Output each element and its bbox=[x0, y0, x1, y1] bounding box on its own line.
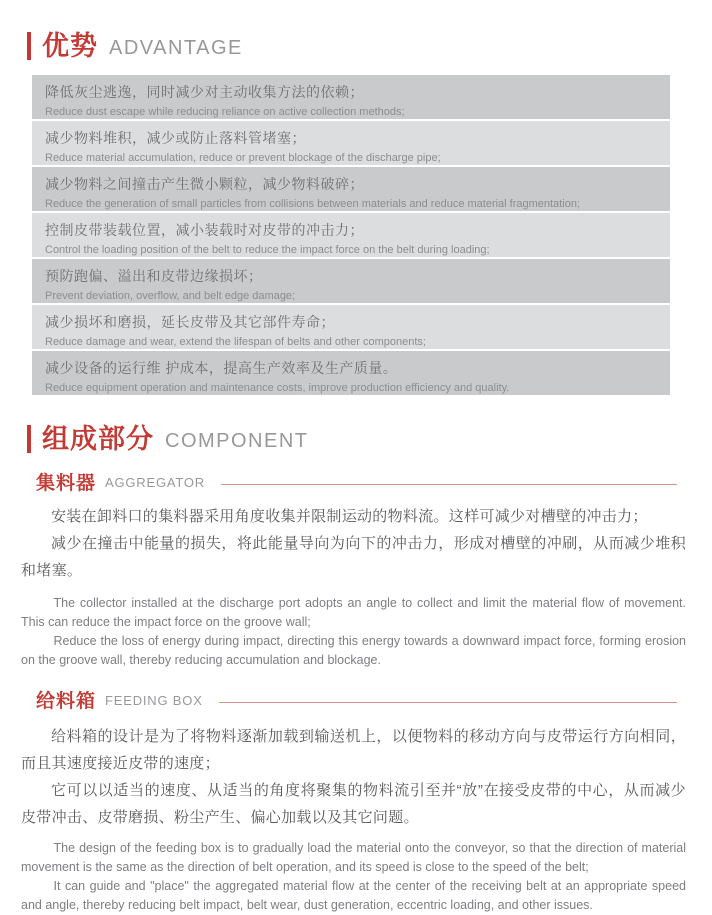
aggregator-title-cn: 集料器 bbox=[36, 472, 97, 494]
feeding-box-en-p2: It can guide and "place" the aggregated material flow at the center of the receiving belt at an appropriate speed and angle, thereby reducing belt impact, belt wear, dust generation, eccentric loading, and other issues. bbox=[21, 879, 686, 912]
advantage-title-cn: 优势 bbox=[42, 31, 98, 61]
red-accent-bar bbox=[27, 425, 31, 453]
aggregator-title-en: AGGREGATOR bbox=[105, 475, 205, 490]
advantage-item-2-cn: 减少物料堆积，减少或防止落料管堵塞； bbox=[45, 130, 306, 146]
advantage-item-6-en: Reduce damage and wear, extend the lifespan of belts and other components; bbox=[45, 336, 426, 348]
advantage-item-7 bbox=[32, 351, 670, 395]
red-divider-line bbox=[221, 484, 677, 485]
aggregator-en-p1: The collector installed at the discharge port adopts an angle to collect and limit the material flow of movement. This can reduce the impact force on the groove wall; bbox=[21, 596, 686, 629]
advantage-list bbox=[32, 75, 670, 395]
advantage-item-3-en: Reduce the generation of small particles from collisions between materials and reduce material fragmentation; bbox=[45, 198, 580, 210]
advantage-item-2-en: Reduce material accumulation, reduce or prevent blockage of the discharge pipe; bbox=[45, 152, 441, 164]
advantage-item-5-en: Prevent deviation, overflow, and belt edge damage; bbox=[45, 290, 296, 302]
advantage-item-4 bbox=[32, 213, 670, 257]
advantage-item-3-cn: 减少物料之间撞击产生微小颗粒，减少物料破碎； bbox=[45, 176, 364, 192]
advantage-item-5 bbox=[32, 259, 670, 303]
advantage-item-1 bbox=[32, 75, 670, 119]
feeding-box-cn-p1: 给料箱的设计是为了将物料逐渐加载到输送机上，以便物料的移动方向与皮带运行方向相同，而且其速度接近皮带的速度； bbox=[21, 728, 686, 772]
advantage-item-5-cn: 预防跑偏、溢出和皮带边缘损坏； bbox=[45, 268, 263, 284]
feeding-box-cn-paragraphs bbox=[21, 723, 686, 831]
advantage-section-header bbox=[27, 0, 682, 62]
advantage-item-2 bbox=[32, 121, 670, 165]
component-title-en: COMPONENT bbox=[165, 429, 309, 452]
advantage-item-4-cn: 控制皮带装载位置，减小装载时对皮带的冲击力； bbox=[45, 222, 364, 238]
advantage-item-1-cn: 降低灰尘逃逸，同时减少对主动收集方法的依赖； bbox=[45, 84, 364, 100]
advantage-item-4-en: Control the loading position of the belt to reduce the impact force on the belt during loading; bbox=[45, 244, 490, 256]
red-divider-line bbox=[219, 702, 677, 703]
aggregator-en-p2: Reduce the loss of energy during impact, directing this energy towards a downward impact force, forming erosion on the groove wall, thereby reducing accumulation and blockage. bbox=[21, 634, 686, 667]
advantage-item-1-en: Reduce dust escape while reducing reliance on active collection methods; bbox=[45, 106, 405, 118]
aggregator-cn-paragraphs bbox=[21, 503, 686, 584]
advantage-item-3 bbox=[32, 167, 670, 211]
component-section-header bbox=[27, 423, 682, 455]
feeding-box-title-cn: 给料箱 bbox=[36, 690, 97, 712]
advantage-item-6-cn: 减少损坏和磨损，延长皮带及其它部件寿命； bbox=[45, 314, 335, 330]
aggregator-cn-p1: 安装在卸料口的集料器采用角度收集并限制运动的物料流。这样可减少对槽壁的冲击力； bbox=[51, 508, 648, 525]
feeding-box-title-en: FEEDING BOX bbox=[105, 693, 203, 708]
red-accent-bar bbox=[27, 32, 31, 60]
advantage-item-6 bbox=[32, 305, 670, 349]
advantage-item-7-cn: 减少设备的运行维 护成本，提高生产效率及生产质量。 bbox=[45, 360, 398, 376]
advantage-title-en: ADVANTAGE bbox=[109, 36, 243, 59]
feeding-box-en-paragraphs bbox=[21, 839, 686, 915]
component-title-cn: 组成部分 bbox=[42, 424, 154, 454]
feeding-box-subheader bbox=[36, 687, 677, 711]
feeding-box-en-p1: The design of the feeding box is to gradually load the material onto the conveyor, so that the direction of material movement is the same as the direction of belt operation, and its speed is close to the speed of the belt; bbox=[21, 841, 686, 874]
aggregator-subheader bbox=[36, 469, 677, 493]
feeding-box-cn-p2: 它可以以适当的速度、从适当的角度将聚集的物料流引至并“放”在接受皮带的中心，从而减少皮带冲击、皮带磨损、粉尘产生、偏心加载以及其它问题。 bbox=[21, 782, 686, 826]
aggregator-en-paragraphs bbox=[21, 594, 686, 670]
advantage-item-7-en: Reduce equipment operation and maintenance costs, improve production efficiency and quality. bbox=[45, 382, 510, 394]
aggregator-cn-p2: 减少在撞击中能量的损失，将此能量导向为向下的冲击力，形成对槽壁的冲刷，从而减少堆积和堵塞。 bbox=[21, 535, 686, 579]
